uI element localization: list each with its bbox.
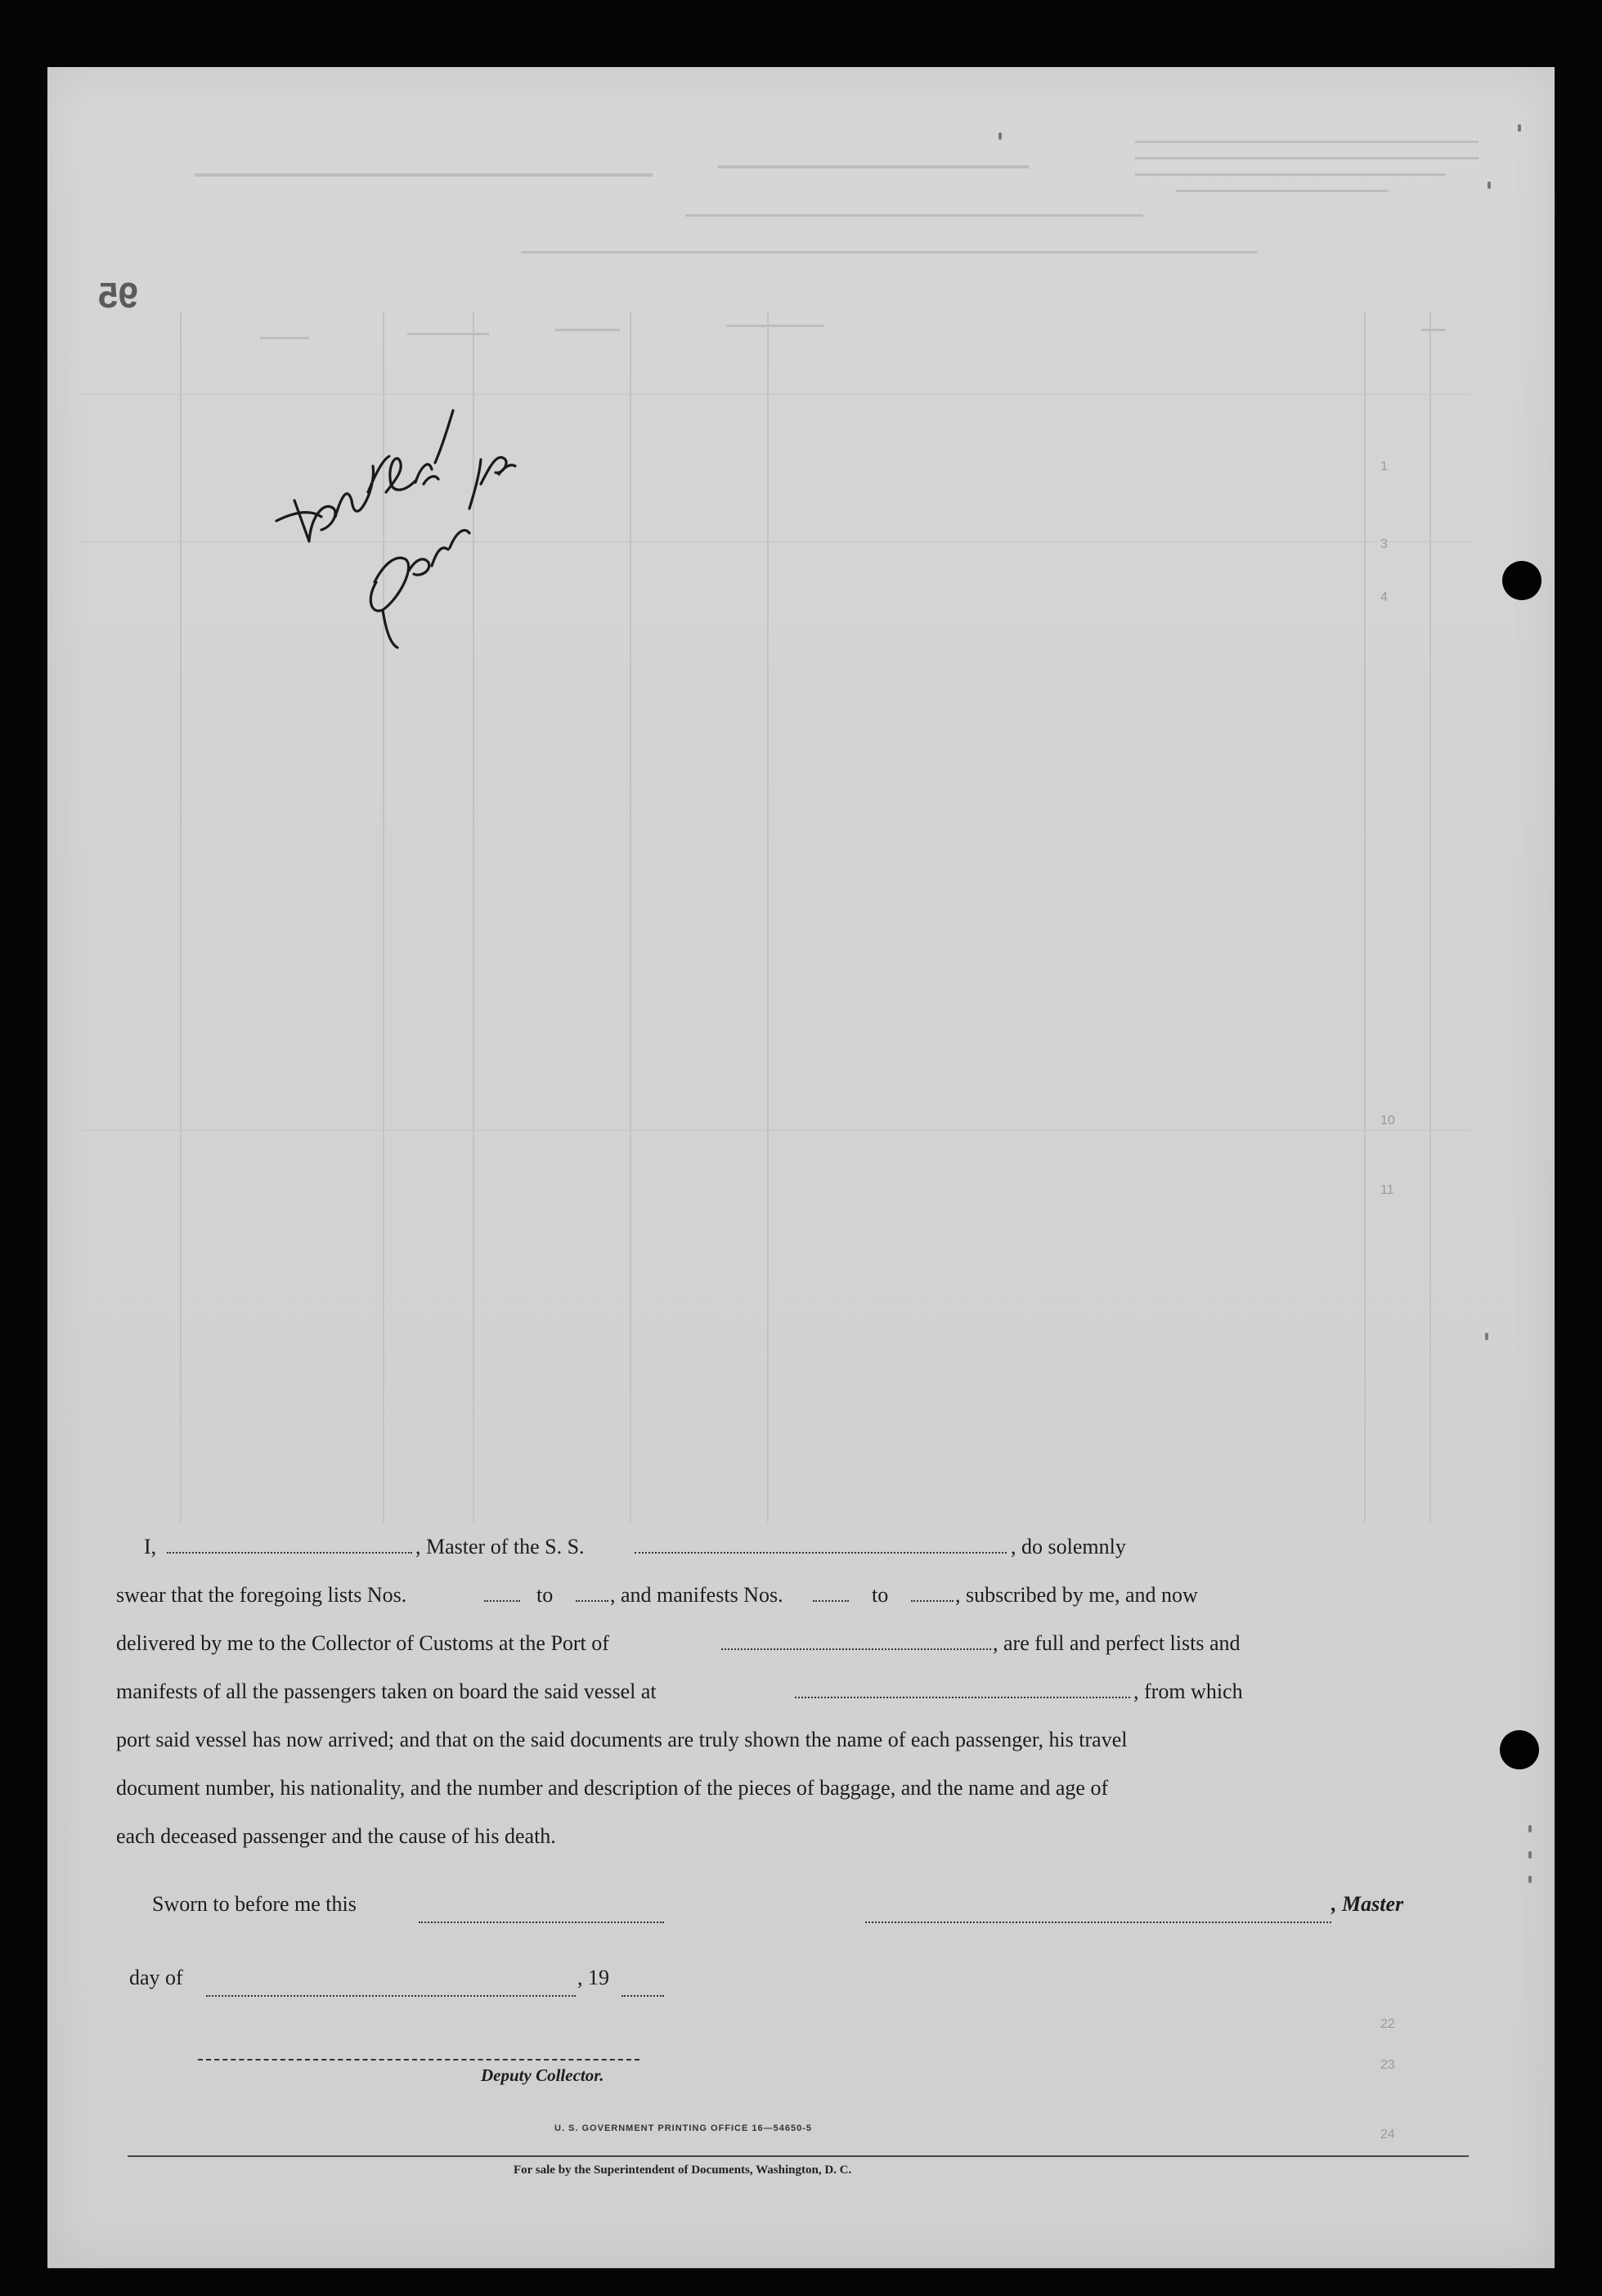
handwritten-annotation [260,378,522,656]
table-column-rule [1429,312,1431,1522]
bottom-rule [128,2155,1469,2157]
manifests-from-blank [813,1600,849,1602]
oath-text: to [872,1583,889,1607]
sworn-date-blank [419,1922,664,1923]
port-blank [721,1648,991,1650]
sale-footer: For sale by the Superintendent of Documents, Washington, D. C. [514,2164,852,2177]
lists-to-blank [576,1600,608,1602]
oath-line-1 [128,1522,1510,1571]
oath-line-6 [116,1764,1510,1812]
year-blank [622,1995,664,1997]
faint-header-bleedthrough [195,116,1503,361]
embark-port-blank [795,1697,1130,1698]
manifest-page: 95 1 3 4 10 11 22 23 24 I, , Master of the S. S. , do solemnly swear that the foregoing lists Nos. to , and manifests Nos. to , subscribed by me, and now delivered by me to the Collector of Customs at the Port of , are full and perfect lists and manifests of all the passengers taken on board the said vessel at , from which port said vessel has now arrived; and that on the said documents are truly shown the name of each passenger, his travel document number, his nationality, and the number and description of the pieces of baggage, and the name and age of each deceased passenger and the cause of his death. Sworn to before me this , Master day of , 19 Deputy Collector. U. S. GOVERNMENT PRINTING OFFICE 16—54650-5 For sale by the Superintendent of Documents, Washington, D. C. [47,67,1555,2268]
master-oath [116,1522,1510,1860]
year-prefix: , 19 [577,1966,609,1989]
deputy-collector-label: Deputy Collector. [481,2065,604,2085]
oath-text: port said vessel has now arrived; and that on the said documents are truly shown the name of each passenger, his travel [116,1728,1128,1751]
table-column-rule [630,312,631,1522]
oath-text: , do solemnly [1011,1535,1126,1558]
day-of-label: day of [129,1966,183,1989]
oath-text: , subscribed by me, and now [955,1583,1198,1607]
master-name-blank [167,1552,412,1554]
table-column-rule [1364,312,1366,1522]
oath-text: delivered by me to the Collector of Customs at the Port of [116,1631,609,1655]
oath-line-7 [116,1812,1510,1860]
oath-line-4 [116,1667,1510,1715]
oath-text: document number, his nationality, and the number and description of the pieces of baggage, and the name and age of [116,1776,1109,1800]
punch-hole [1502,561,1541,600]
sworn-label: Sworn to before me this [152,1892,357,1916]
master-signature-blank [865,1922,1331,1923]
table-row-rule [80,1130,1470,1131]
corner-number: 95 [98,276,138,316]
oath-text: , Master of the S. S. [415,1535,585,1558]
oath-text: each deceased passenger and the cause of his death. [116,1824,556,1848]
oath-line-2 [116,1571,1510,1619]
table-column-rule [767,312,769,1522]
oath-text: , are full and perfect lists and [993,1631,1241,1655]
master-label: , Master [1331,1892,1404,1916]
manifests-to-blank [911,1600,954,1602]
deputy-signature-line [198,2059,639,2061]
oath-line-5 [116,1715,1510,1764]
oath-text: , and manifests Nos. [610,1583,783,1607]
oath-line-3 [116,1619,1510,1667]
table-column-rule [180,312,182,1522]
oath-text: to [536,1583,554,1607]
month-blank [206,1995,576,1997]
oath-text: , from which [1133,1679,1243,1703]
ship-name-blank [635,1552,1007,1554]
oath-text: swear that the foregoing lists Nos. [116,1583,407,1607]
gpo-imprint: U. S. GOVERNMENT PRINTING OFFICE 16—54650-5 [554,2123,813,2133]
oath-text: I, [144,1535,157,1558]
lists-from-blank [484,1600,520,1602]
punch-hole [1500,1730,1539,1769]
oath-text: manifests of all the passengers taken on board the said vessel at [116,1679,657,1703]
